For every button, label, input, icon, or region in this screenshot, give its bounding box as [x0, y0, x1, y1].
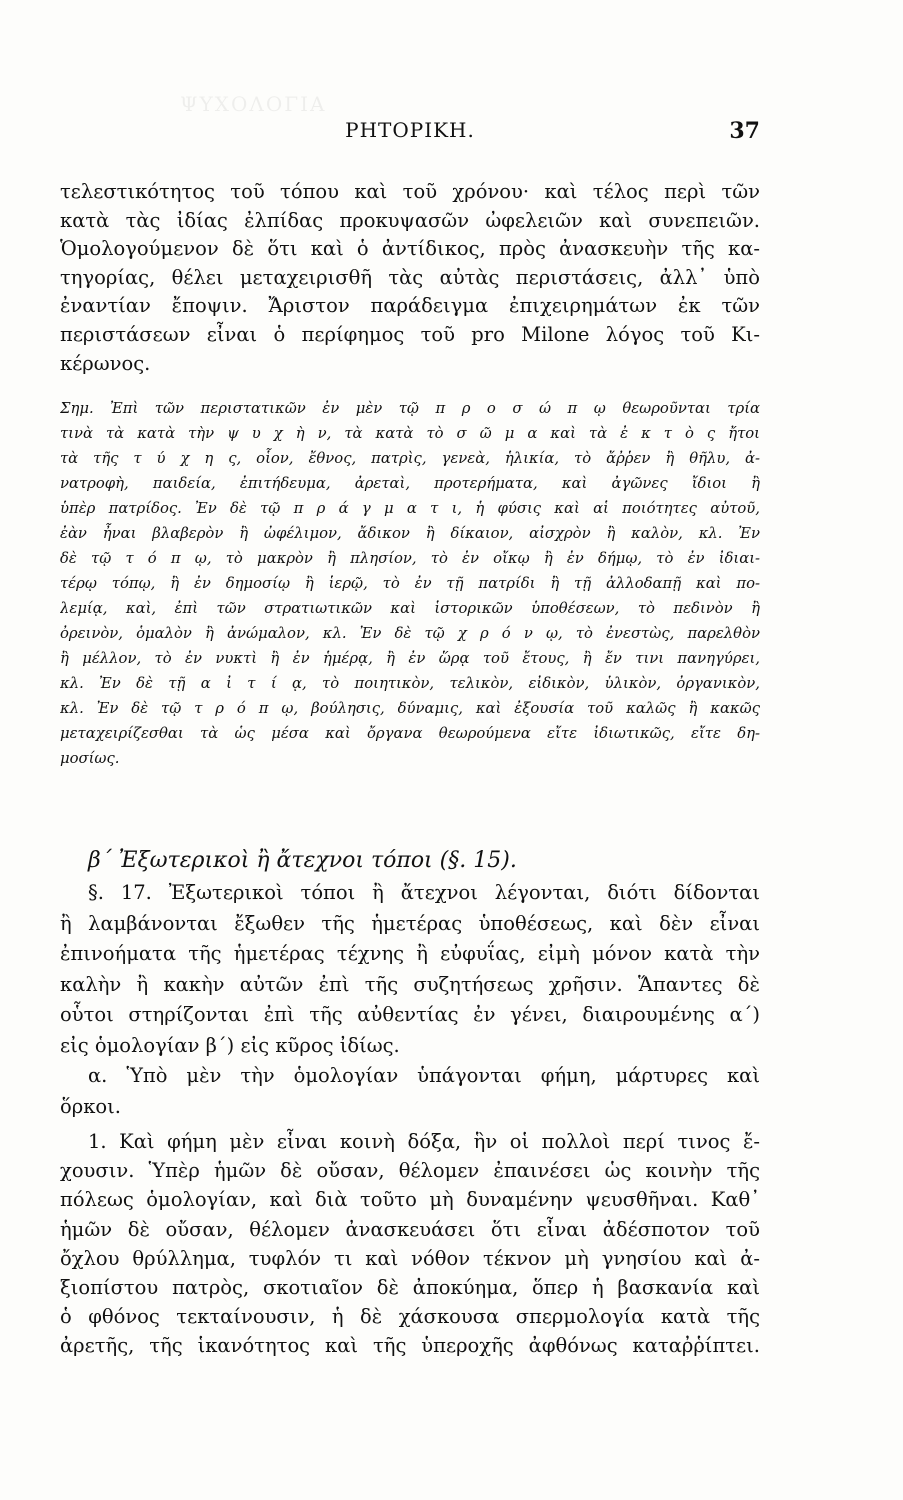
note-line: κλ. Ἐν δὲ τῇ α ἰ τ ί ᾳ, τὸ ποιητικὸν, τελικὸν, εἰδικὸν, ὑλικὸν, ὀργανικὸν, — [60, 675, 760, 692]
footnote — [60, 396, 760, 771]
note-line: ἐὰν ἦναι βλαβερὸν ἢ ὠφέλιμον, ἄδικον ἢ δίκαιον, αἰσχρὸν ἢ καλὸν, κλ. Ἐν — [60, 525, 760, 542]
text-line: χουσιν. Ὑπὲρ ἡμῶν δὲ οὔσαν, θέλομεν ἐπαινέσει ὡς κοινὴν τῆς — [60, 1159, 760, 1183]
show-through-text: ΨΥΧΟΛΟΓΙΑ — [180, 92, 327, 116]
text-line: κέρωνος. — [60, 351, 151, 375]
paragraph-top — [60, 178, 760, 378]
text-line: εἰς ὁμολογίαν β΄) εἰς κῦρος ἰδίως. — [60, 1033, 400, 1057]
text-line: ὅρκοι. — [60, 1094, 121, 1118]
page-number: 37 — [729, 118, 760, 144]
text-line: ξιοπίστου πατρὸς, σκοτιαῖον δὲ ἀποκύημα, ὅπερ ἡ βασκανία καὶ — [60, 1275, 760, 1299]
note-line: τὰ τῆς τ ύ χ η ς, οἷον, ἔθνος, πατρὶς, γενεὰ, ἡλικία, τὸ ἄῤῥεν ἢ θῆλυ, ἀ- — [60, 450, 760, 467]
text-line: ὄχλου θρύλλημα, τυφλόν τι καὶ νόθον τέκνον μὴ γνησίου καὶ ἀ- — [60, 1246, 760, 1270]
text-line: 1. Καὶ φήμη μὲν εἶναι κοινὴ δόξα, ἣν οἱ πολλοὶ περί τινος ἔ- — [88, 1130, 760, 1153]
note-line: ὀρεινὸν, ὁμαλὸν ἢ ἀνώμαλον, κλ. Ἐν δὲ τῷ χ ρ ό ν ῳ, τὸ ἐνεστὼς, παρελθὸν — [60, 625, 760, 642]
note-line: νατροφὴ, παιδεία, ἐπιτήδευμα, ἀρεταὶ, προτερήματα, καὶ ἀγῶνες ἴδιοι ἢ — [60, 475, 760, 492]
paragraph-1 — [60, 1127, 760, 1361]
text-line: §. 17. Ἐξωτερικοὶ τόποι ἢ ἄτεχνοι λέγονται, διότι δίδονται — [88, 881, 760, 904]
note-line: μεταχειρίζεσθαι τὰ ὡς μέσα καὶ ὄργανα θεωρούμενα εἴτε ἰδιωτικῶς, εἴτε δη- — [60, 725, 760, 742]
note-line: λεμίᾳ, καὶ, ἐπὶ τῶν στρατιωτικῶν καὶ ἱστορικῶν ὑποθέσεων, τὸ πεδινὸν ἢ — [60, 600, 760, 617]
text-line: ἐναντίαν ἔποψιν. Ἄριστον παράδειγμα ἐπιχειρημάτων ἐκ τῶν — [60, 294, 760, 318]
note-line: ὑπὲρ πατρίδος. Ἐν δὲ τῷ π ρ ά γ μ α τ ι, ἡ φύσις καὶ αἱ ποιότητες αὐτοῦ, — [60, 500, 760, 517]
text-line: τηγορίας, θέλει μεταχειρισθῆ τὰς αὐτὰς περιστάσεις, ἀλλ᾽ ὑπὸ — [60, 265, 760, 289]
text-line: Ὁμολογούμενον δὲ ὅτι καὶ ὁ ἀντίδικος, πρὸς ἀνασκευὴν τῆς κα- — [60, 237, 760, 261]
section-heading: β΄ Ἐξωτερικοὶ ἢ ἄτεχνοι τόποι (§. 15). — [88, 848, 517, 873]
text-line: ἐπινοήματα τῆς ἡμετέρας τέχνης ἢ εὐφυΐας, εἰμὴ μόνον κατὰ τὴν — [60, 942, 760, 965]
text-line: οὗτοι στηρίζονται ἐπὶ τῆς αὐθεντίας ἐν γένει, διαιρουμένης α΄) — [60, 1003, 760, 1026]
text-line: κατὰ τὰς ἰδίας ἐλπίδας προκυψασῶν ὠφελειῶν καὶ συνεπειῶν. — [60, 208, 760, 232]
page-header — [60, 118, 760, 148]
text-line: ὁ φθόνος τεκταίνουσιν, ἡ δὲ χάσκουσα σπερμολογία κατὰ τῆς — [60, 1305, 760, 1329]
section-heading-block — [60, 845, 760, 877]
note-line: Σημ. Ἐπὶ τῶν περιστατικῶν ἐν μὲν τῷ π ρ ο σ ώ π ῳ θεωροῦνται τρία — [60, 400, 760, 417]
running-title: ΡΗΤΟΡΙΚΗ. — [345, 118, 475, 142]
note-line: τέρῳ τόπῳ, ἢ ἐν δημοσίῳ ἢ ἱερῷ, τὸ ἐν τῇ πατρίδι ἢ τῇ ἀλλοδαπῇ καὶ πο- — [60, 575, 760, 592]
note-line: κλ. Ἐν δὲ τῷ τ ρ ό π ῳ, βούλησις, δύναμις, καὶ ἐξουσία τοῦ καλῶς ἢ κακῶς — [60, 700, 760, 717]
text-line: καλὴν ἢ κακὴν αὐτῶν ἐπὶ τῆς συζητήσεως χρῆσιν. Ἅπαντες δὲ — [60, 972, 760, 996]
note-line: τινὰ τὰ κατὰ τὴν ψ υ χ ὴ ν, τὰ κατὰ τὸ σ ῶ μ α καὶ τὰ ἐ κ τ ὸ ς ἤτοι — [60, 425, 760, 442]
text-line: α. Ὑπὸ μὲν τὴν ὁμολογίαν ὑπάγονται φήμη, μάρτυρες καὶ — [88, 1064, 760, 1087]
text-line: ἢ λαμβάνονται ἔξωθεν τῆς ἡμετέρας ὑποθέσεως, καὶ δὲν εἶναι — [60, 911, 760, 935]
section-17 — [60, 878, 760, 1122]
text-line: ἡμῶν δὲ οὔσαν, θέλομεν ἀνασκευάσει ὅτι εἶναι ἀδέσποτον τοῦ — [60, 1217, 760, 1241]
note-line: μοσίως. — [60, 750, 120, 767]
note-line: δὲ τῷ τ ό π ῳ, τὸ μακρὸν ἢ πλησίον, τὸ ἐν οἴκῳ ἢ ἐν δήμῳ, τὸ ἐν ἰδιαι- — [60, 550, 760, 567]
text-line: πόλεως ὁμολογίαν, καὶ διὰ τοῦτο μὴ δυναμένην ψευσθῆναι. Καθ᾽ — [60, 1188, 760, 1212]
note-line: ἢ μέλλον, τὸ ἐν νυκτὶ ἢ ἐν ἡμέρᾳ, ἢ ἐν ὥρᾳ τοῦ ἔτους, ἢ ἔν τινι πανηγύρει, — [60, 650, 760, 667]
text-line: τελεστικότητος τοῦ τόπου καὶ τοῦ χρόνου· καὶ τέλος περὶ τῶν — [60, 180, 760, 203]
text-line: ἀρετῆς, τῆς ἱκανότητος καὶ τῆς ὑπεροχῆς ἀφθόνως καταῤῥίπτει. — [60, 1334, 760, 1358]
text-line: περιστάσεων εἶναι ὁ περίφημος τοῦ pro Milone λόγος τοῦ Κι- — [60, 322, 760, 346]
